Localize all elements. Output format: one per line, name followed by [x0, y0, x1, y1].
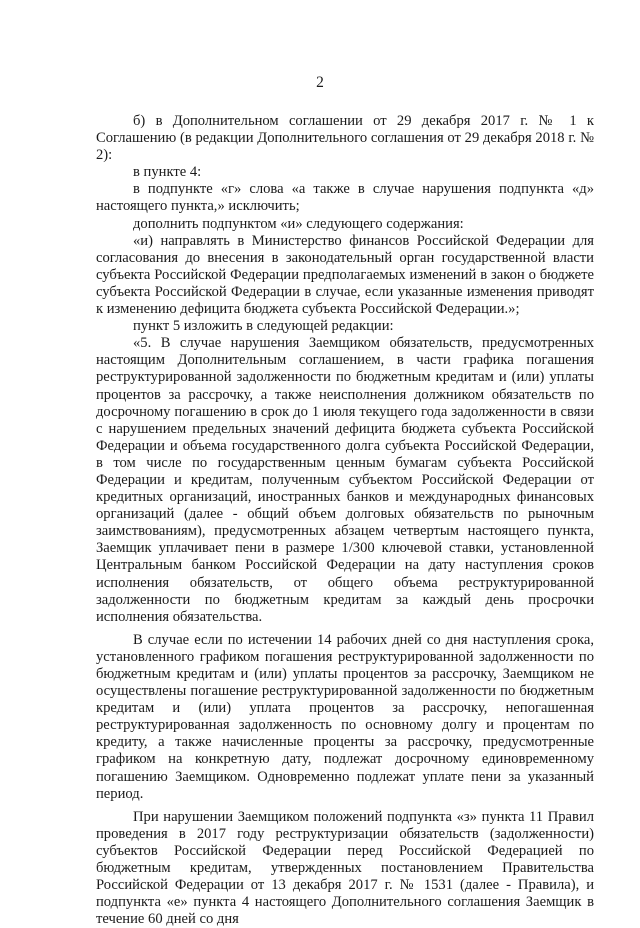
- page-number: 2: [316, 74, 324, 91]
- paragraph-rules-violation: При нарушении Заемщиком положений подпункта «з» пункта 11 Правил проведения в 2017 году реструктуризации обязательств (задолженности) субъектов Российской Федерации перед Российской Федерацией по бюджетным кредитам, утвержденных постановлением Правительства Российской Федерации от 13 декабря 2017 г. № 1531 (далее - Правила), и подпункта «е» пункта 4 настоящего Дополнительного соглашения Заемщик в течение 60 дней со дня: [96, 808, 594, 928]
- paragraph-clause-5-text: «5. В случае нарушения Заемщиком обязательств, предусмотренных настоящим Дополнительным соглашением, в части графика погашения реструктурированной задолженности по бюджетным кредитам и (или) уплаты процентов за рассрочку, а также неисполнения должником обязательств по досрочному погашению в срок до 1 июля текущего года задолженности в связи с нарушением предельных значений дефицита бюджета субъекта Российской Федерации и объема государственного долга субъекта Российской Федерации, в том числе по государственным ценным бумагам субъекта Российской Федерации и кредитам, полученным субъектом Российской Федерации от кредитных организаций, иностранных банков и международных финансовых организаций (далее - общий объем долговых обязательств по рыночным заимствованиям), предусмотренных абзацем четвертым настоящего пункта, Заемщик уплачивает пени в размере 1/300 ключевой ставки, установленной Центральным банком Российской Федерации на дату наступления сроков исполнения обязательств, от общего объема реструктурированной задолженности по бюджетным кредитам за каждый день просрочки исполнения обязательства.: [96, 335, 594, 625]
- document-body: [96, 113, 594, 928]
- paragraph-subclause-i-text: «и) направлять в Министерство финансов Российской Федерации для согласования до внесения в законодательный орган государственной власти субъекта Российской Федерации предполагаемых изменений в закон о бюджете субъекта Российской Федерации в случае, если указанные изменения приводят к изменению дефицита бюджета субъекта Российской Федерации.»;: [96, 232, 594, 318]
- paragraph-add-subclause-i: дополнить подпунктом «и» следующего содержания:: [133, 215, 464, 232]
- paragraph-clause-5-intro: пункт 5 изложить в следующей редакции:: [133, 318, 394, 335]
- paragraph-amendment-b: б) в Дополнительном соглашении от 29 декабря 2017 г. № 1 к Соглашению (в редакции Дополнительного соглашения от 29 декабря 2018 г. № 2):: [96, 113, 594, 164]
- paragraph-subclause-g: в подпункте «г» слова «а также в случае нарушения подпункта «д» настоящего пункта,» исключить;: [96, 181, 594, 215]
- paragraph-clause-4-intro: в пункте 4:: [133, 164, 202, 181]
- paragraph-early-repayment: В случае если по истечении 14 рабочих дней со дня наступления срока, установленного графиком погашения реструктурированной задолженности по бюджетным кредитам и (или) уплаты процентов за рассрочку, Заемщиком не осуществлены погашение реструктурированной задолженности по бюджетным кредитам и (или) уплата процентов за рассрочку, непогашенная реструктурированная задолженность по основному долгу и процентам по кредиту, а также начисленные проценты за рассрочку, предусмотренные графиком на конкретную дату, подлежат досрочному единовременному погашению Заемщиком. Одновременно подлежат уплате пени за указанный период.: [96, 631, 594, 802]
